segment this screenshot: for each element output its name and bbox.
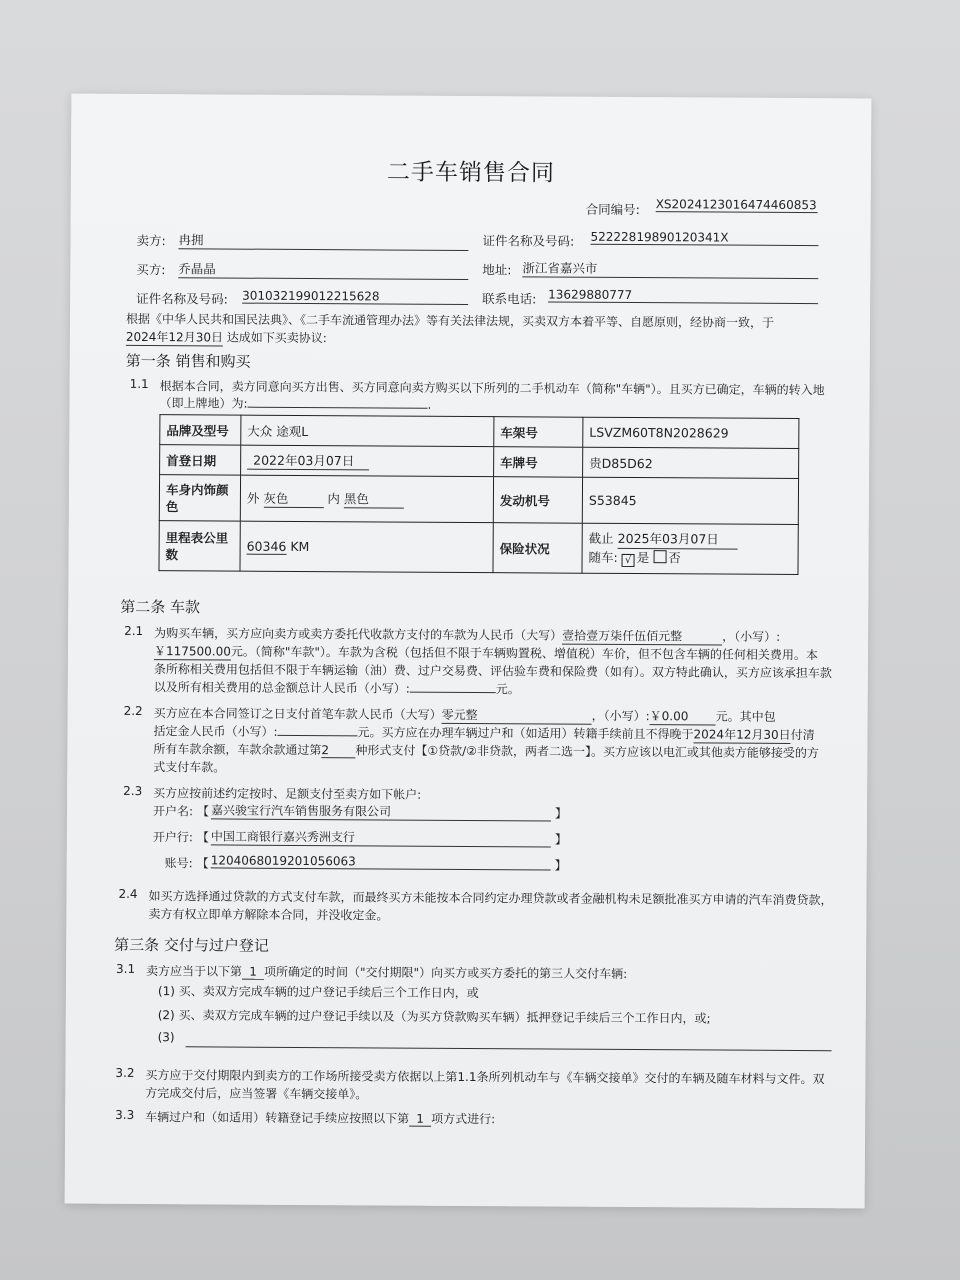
first-payment-words: 零元整 [442,706,592,725]
color-cell: 外 灰色 内 黑色 [240,475,493,523]
insurance-date: 2025年03月07日 [618,530,738,550]
address-label: 地址: [482,262,512,278]
interior-color: 黑色 [344,489,404,508]
insurance-cell: 截止 2025年03月07日 随车: √ 是 否 [582,523,798,574]
clause-1-1-text: 根据本合同，卖方同意向买方出售、买方同意向卖方购买以下所列的二手机动车（简称"车辆"）。且买方已确定，车辆的转入地 [159,379,825,398]
color-label: 车身内饰颜色 [159,475,240,521]
first-payment-amount: ￥0.00 [650,707,716,725]
clause-2-2-line-4: 式支付车款。 [153,760,226,775]
buyer-name: 乔晶晶 [178,259,468,280]
mileage-unit: KM [290,538,310,554]
deposit-field [278,723,358,736]
seller-label: 卖方: [136,232,166,249]
reg-date-value: 2022年03月07日 [247,451,369,471]
insurance-label: 保险状况 [493,523,582,574]
clause-2-1-line-3: 条所称相关费用包括但不限于车辆运输（油）费、过户交易费、评估验车费和保险费（如有）。双方特此确认，买方应该承担车款 [153,662,832,681]
clause-1-1-text-2: （即上牌地）为: . [159,396,432,412]
clause-3-1-no: 3.1 [116,961,136,976]
clause-2-1-line-1: 为购买车辆，买方应向卖方或卖方委托代收款方支付的车款为人民币（大写）壹拾壹万柒仟伍佰元整 ，（小写）: [154,626,781,644]
contract-no: XS2024123016474460853 [655,197,817,213]
vin-label: 车架号 [494,417,583,448]
agreement-date: 2024年12月30日 [125,329,224,345]
brand-value: 大众 途观L [241,415,494,447]
clause-2-4-no: 2.4 [118,886,138,901]
clause-1-1-no: 1.1 [129,376,149,392]
vehicle-table [158,414,799,575]
bank-name: 中国工商银行嘉兴秀洲支行 [211,827,551,847]
clause-3-3-line-1: 车辆过户和（如适用）转籍登记手续应按照以下第 1 项方式进行: [145,1110,496,1127]
brand-label: 品牌及型号 [160,415,241,445]
bank-close: 】 [554,832,567,847]
engine-label: 发动机号 [493,477,582,524]
delivery-option-3: (3) [157,1030,175,1045]
buyer-label: 买方: [136,261,166,278]
account-name-label: 开户名: [152,804,194,819]
clause-2-4-line-1: 如买方选择通过贷款的方式支付车款，而最终买方未能按本合同约定办理贷款或者金融机构未足额批准买方申请的汽车消费贷款， [148,889,833,908]
mileage-label: 里程表公里数 [159,521,240,571]
clause-2-1-line-2: ￥117500.00元。（简称"车款"）。车款为含税（包括但不限于车辆购置税、增值税）车价，但不包含车辆的任何相关费用。本 [153,644,818,663]
delivery-option-1: (1) 买、卖双方完成车辆的过户登记手续后三个工作日内，或 [157,984,479,1001]
phone-label: 联系电话: [482,291,537,307]
engine-value: S53845 [582,477,798,524]
bank-label: 开户行: [152,830,193,845]
account-no-close: 】 [554,858,567,873]
seller-id-label: 证件名称及号码: [482,233,575,249]
reg-date-cell [241,445,494,477]
payment-type: 2 [321,743,355,758]
delivery-option: 1 [242,965,264,980]
account-no-open: 【 [196,856,209,871]
account-name-open: 【 [196,804,210,819]
page-title: 二手车销售合同 [386,159,555,187]
address: 浙江省嘉兴市 [522,258,818,279]
clause-3-3-no: 3.3 [115,1107,135,1122]
clause-3-1-line-1: 卖方应当于以下第 1 项所确定的时间（"交付期限"）向买方或买方委托的第三人交付车辆: [145,964,628,981]
clause-2-1-no: 2.1 [124,623,144,639]
plate-label: 车牌号 [494,447,583,478]
clause-2-2-line-2: 括定金人民币（小写）: 元。买方应在办理车辆过户和（如适用）转籍手续前且不得晚于2024年12月30日付清 [153,724,815,743]
plate-value: 贵D85D62 [583,447,799,478]
mileage-cell [240,521,493,573]
clause-3-2-line-1: 买方应于交付期限内到卖方的工作场所接受卖方依据以上第1.1条所列机动车与《车辆交接单》交付的车辆及随车材料与文件。双 [145,1068,825,1087]
seller-id: 52222819890120341X [590,230,818,246]
clause-3-2-no: 3.2 [115,1065,135,1080]
option-3-line [186,1046,832,1051]
delivery-option-2: (2) 买、卖双方完成车辆的过户登记手续以及（为买方贷款购买车辆）抵押登记手续后三个工作日内，或; [157,1008,711,1026]
article-1-title: 第一条 销售和购买 [125,351,251,371]
intro-text-2: 2024年12月30日 达成如下买卖协议: [125,329,327,346]
account-no: 1204068019201056063 [211,853,551,870]
intro-text: 根据《中华人民共和国民法典》、《二手车流通管理办法》等有关法律法规，买卖双方本着平等、自愿原则，经协商一致，于 [125,311,775,330]
mileage-value: 60346 [246,538,287,554]
clause-3-2-line-2: 方完成交付后，应当签署《车辆交接单》。 [145,1086,368,1102]
vin-value: LSVZM60T8N2028629 [583,417,799,448]
payment-deadline: 2024年12月30日 [693,727,791,742]
clause-2-2-line-1: 买方应在本合同签订之日支付首笔车款人民币（大写）零元整 ，（小写）:￥0.00 元。其中包 [153,706,776,724]
seller-name: 冉拥 [178,230,468,251]
contract-no-label: 合同编号: [585,201,640,218]
article-3-title: 第三条 交付与过户登记 [114,935,270,955]
clause-2-2-no: 2.2 [123,703,143,719]
total-amount-field [410,680,496,694]
insurance-no-checkbox[interactable] [653,550,666,563]
bank-open: 【 [196,830,209,845]
clause-2-1-line-4: 以及所有相关费用的总金额总计人民币（小写）: 元。 [153,680,520,697]
clause-2-3-no: 2.3 [123,783,143,799]
buyer-id: 301032199012215628 [242,289,468,305]
price-in-words: 壹拾壹万柒仟伍佰元整 [562,627,722,646]
exterior-color: 灰色 [263,489,323,508]
clause-2-3-line-1: 买方应按前述约定按时、足额支付至卖方如下帐户: [153,786,422,802]
registration-place-field [248,395,428,409]
clause-2-2-line-3: 所有车款余额，车款余款通过第2 种形式支付【①贷款/②非贷款，两者二选一】。买方应该以电汇或其他卖方能够接受的方 [153,742,820,761]
transfer-option: 1 [409,1112,431,1127]
contract-page [65,94,872,1209]
account-no-label: 账号: [164,856,193,871]
article-2-title: 第二条 车款 [120,597,201,617]
buyer-id-label: 证件名称及号码: [136,290,228,307]
clause-2-4-line-2: 卖方有权立即单方解除本合同，并没收定金。 [148,907,389,923]
reg-date-label: 首登日期 [160,445,241,475]
account-name: 嘉兴骏宝行汽车销售服务有限公司 [211,801,551,821]
price-amount: ￥117500.00 [153,644,231,659]
insurance-yes-checkbox[interactable]: √ [622,554,635,567]
account-name-close: 】 [554,806,568,821]
phone: 13629880777 [548,287,818,304]
